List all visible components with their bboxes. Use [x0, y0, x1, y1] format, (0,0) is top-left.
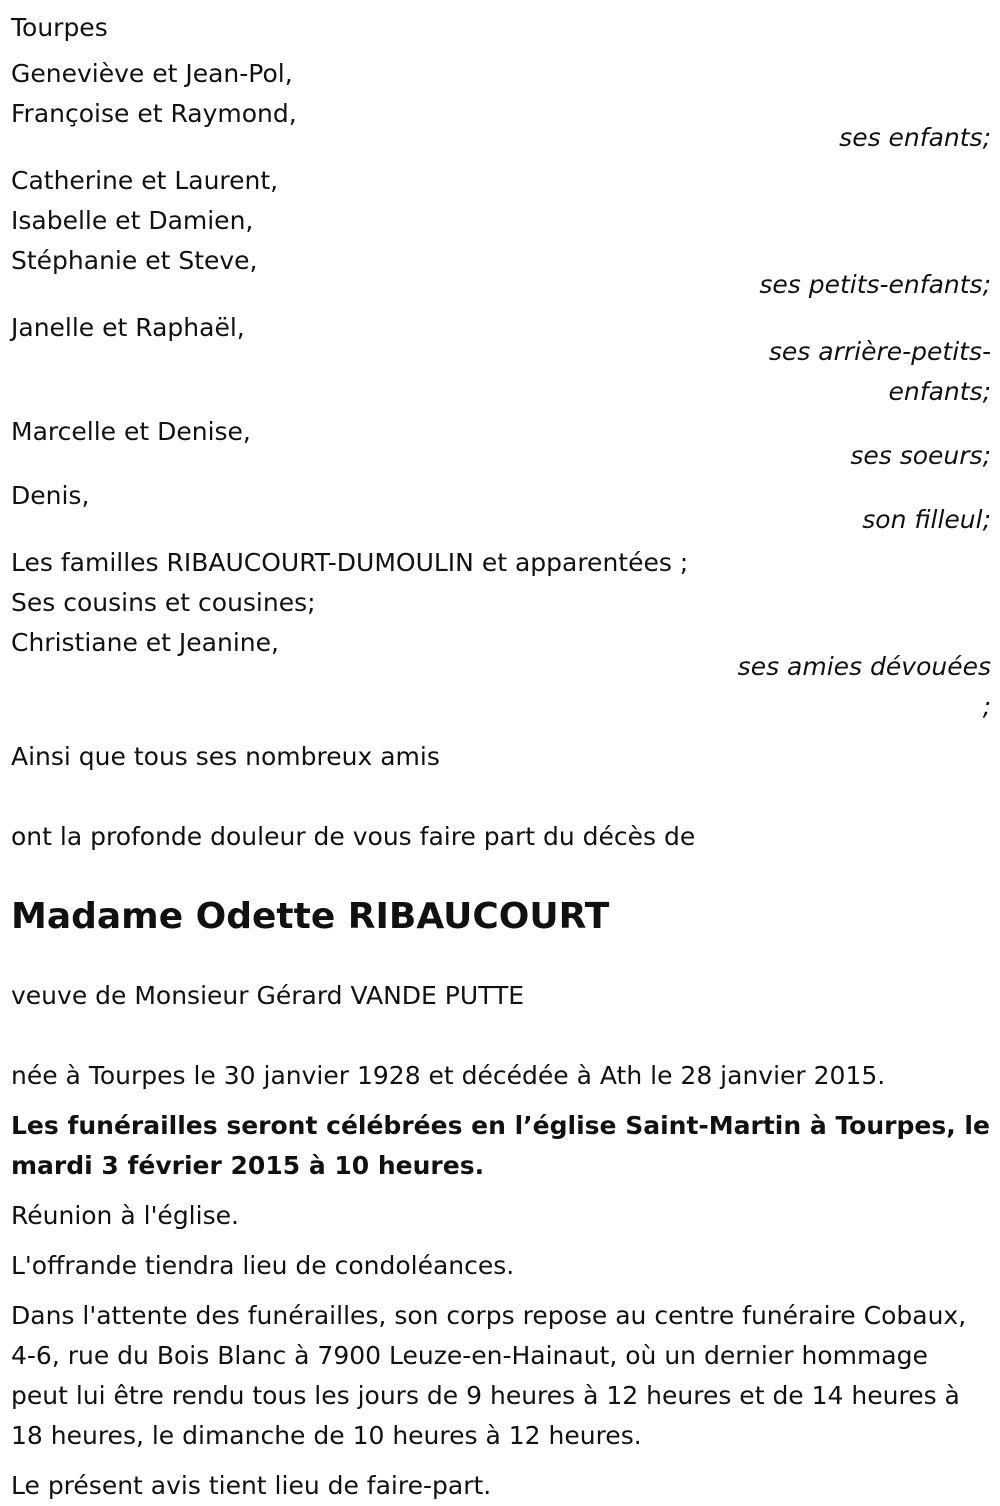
family-role: ses soeurs;: [850, 441, 991, 470]
offering-line: L'offrande tiendra lieu de condoléances.: [11, 1251, 515, 1280]
family-name: Geneviève et Jean-Pol,: [11, 59, 293, 88]
family-name: Janelle et Raphaël,: [11, 313, 245, 342]
birth-death-line: née à Tourpes le 30 janvier 1928 et décédée à Ath le 28 janvier 2015.: [11, 1061, 886, 1090]
family-role: ses petits-enfants;: [759, 270, 991, 299]
friends-line: Ainsi que tous ses nombreux amis: [11, 742, 440, 771]
family-role: enfants;: [888, 377, 991, 406]
widow-of-line: veuve de Monsieur Gérard VANDE PUTTE: [11, 981, 525, 1010]
family-name: Catherine et Laurent,: [11, 166, 279, 195]
family-group-great-grandchildren: [11, 308, 991, 412]
family-name: Marcelle et Denise,: [11, 417, 251, 446]
family-role: ses amies dévouées: [737, 652, 991, 681]
family-role: ;: [982, 692, 991, 721]
funeral-details: Les funérailles seront célébrées en l’église Saint-Martin à Tourpes, le mardi 3 février 2015 à 10 heures.: [11, 1111, 990, 1180]
family-group-relatives: [11, 543, 991, 727]
visitation-details: Dans l'attente des funérailles, son corps repose au centre funéraire Cobaux, 4-6, rue du Bois Blanc à 7900 Leuze-en-Hainaut, où un dernier hommage peut lui être rendu tous les jours de 9 heures à 12 heures et de 14 heures à 18 heures, le dimanche de 10 heures à 12 heures.: [11, 1301, 967, 1450]
family-group-godson: [11, 476, 991, 540]
family-role: son filleul;: [862, 505, 991, 534]
obituary-notice: [11, 8, 991, 1506]
family-role: ses arrière-petits-: [768, 337, 991, 366]
notice-line: Le présent avis tient lieu de faire-part.: [11, 1471, 492, 1500]
family-role: ses enfants;: [839, 123, 991, 152]
family-name: Isabelle et Damien,: [11, 206, 254, 235]
location: Tourpes: [11, 13, 108, 42]
family-name: Françoise et Raymond,: [11, 99, 297, 128]
family-name: Christiane et Jeanine,: [11, 628, 279, 657]
family-group-sisters: [11, 412, 991, 476]
family-name: Denis,: [11, 481, 90, 510]
family-name: Ses cousins et cousines;: [11, 588, 316, 617]
family-name: Stéphanie et Steve,: [11, 246, 258, 275]
meeting-line: Réunion à l'église.: [11, 1201, 239, 1230]
deceased-name: Madame Odette RIBAUCOURT: [11, 896, 610, 937]
family-group-children: [11, 54, 991, 158]
family-group-grandchildren: [11, 161, 991, 305]
family-name: Les familles RIBAUCOURT-DUMOULIN et apparentées ;: [11, 548, 689, 577]
announcement-line: ont la profonde douleur de vous faire part du décès de: [11, 822, 696, 851]
